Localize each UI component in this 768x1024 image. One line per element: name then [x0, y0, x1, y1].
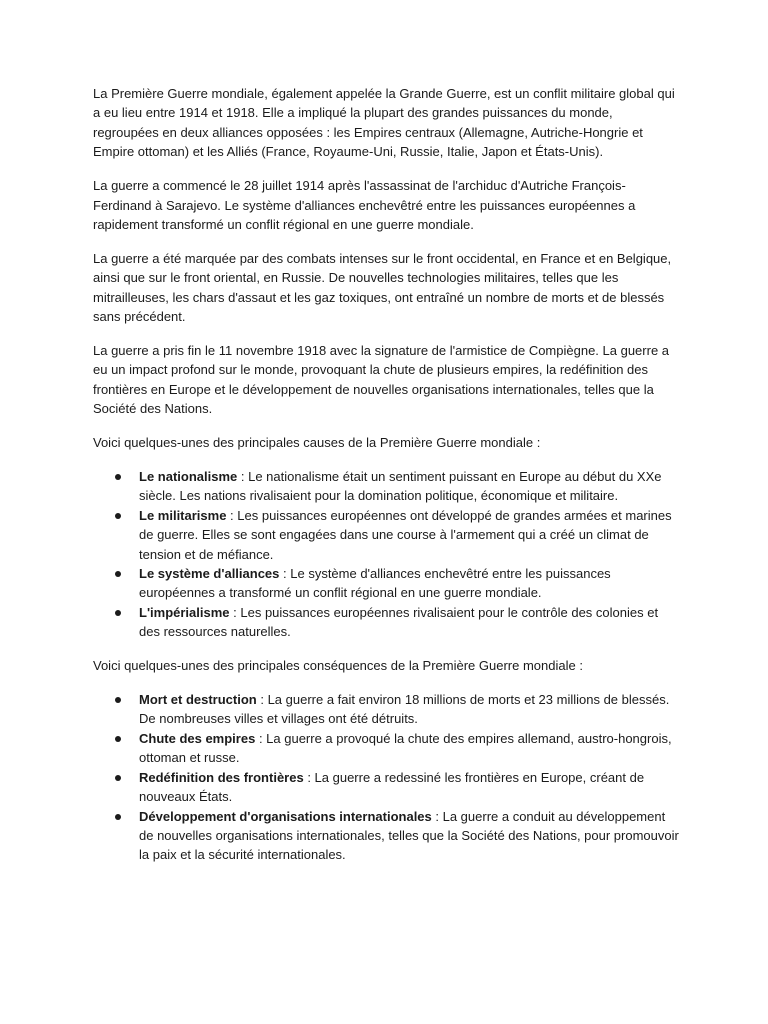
consequences-list	[93, 690, 679, 865]
list-item	[93, 807, 679, 865]
item-term: Le militarisme	[139, 507, 227, 523]
bullet-icon	[115, 474, 121, 480]
item-text: : La guerre a fait environ 18 millions de morts et 23 millions de blessés. De nombreuses villes et villages ont été détruits.	[139, 692, 670, 727]
bullet-icon	[115, 571, 121, 577]
item-term: L'impérialisme	[139, 604, 230, 620]
item-text: : La guerre a conduit au développement de nouvelles organisations internationales, telles que la Société des Nations, pour promouvoir la paix et la sécurité internationales.	[139, 808, 679, 863]
item-term: Développement d'organisations internationales	[139, 808, 432, 824]
item-term: Mort et destruction	[139, 692, 257, 708]
list-item	[93, 729, 679, 768]
list-item	[93, 603, 679, 642]
item-text: : Les puissances européennes ont développé de grandes armées et marines de guerre. Elles se sont engagées dans une course à l'armement qui a créé un climat de tension et de méfiance.	[139, 507, 672, 562]
item-term: Le nationalisme	[139, 469, 238, 484]
list-item	[93, 690, 679, 729]
consequences-intro: Voici quelques-unes des principales conséquences de la Première Guerre mondiale :	[93, 658, 583, 674]
list-item	[93, 467, 679, 506]
item-term: Redéfinition des frontières	[139, 769, 304, 785]
bullet-icon	[115, 513, 121, 519]
item-term: Chute des empires	[139, 730, 256, 746]
causes-intro: Voici quelques-unes des principales causes de la Première Guerre mondiale :	[93, 435, 541, 451]
item-text: : La guerre a redessiné les frontières en Europe, créant de nouveaux États.	[139, 769, 645, 805]
paragraph-intro: La Première Guerre mondiale, également appelée la Grande Guerre, est un conflit militaire global qui a eu lieu entre 1914 et 1918. Elle a impliqué la plupart des grandes puissances du monde, regroupées en deux alliances opposées : les Empires centraux (Allemagne, Autriche-Hongrie et Empire ottoman) et les Alliés (France, Royaume-Uni, Russie, Italie, Japon et États-Unis).	[93, 86, 675, 160]
item-text: : Le nationalisme était un sentiment puissant en Europe au début du XXe siècle. Les nations rivalisaient pour la domination politique, économique et militaire.	[139, 469, 662, 504]
item-text: : Les puissances européennes rivalisaient pour le contrôle des colonies et des ressources naturelles.	[139, 604, 659, 640]
list-item	[93, 506, 679, 564]
bullet-icon	[115, 736, 121, 742]
paragraph-combat: La guerre a été marquée par des combats intenses sur le front occidental, en France et en Belgique, ainsi que sur le front oriental, en Russie. De nouvelles technologies militaires, telles que les mitrailleuses, les chars d'assaut et les gaz toxiques, ont entraîné un nombre de morts et de blessés sans précédent.	[93, 250, 672, 325]
causes-list	[93, 467, 679, 642]
paragraph-beginning: La guerre a commencé le 28 juillet 1914 après l'assassinat de l'archiduc d'Autriche François-Ferdinand à Sarajevo. Le système d'alliances enchevêtré entre les puissances européennes a rapidement transformé un conflit régional en une guerre mondiale.	[93, 178, 636, 232]
item-term: Le système d'alliances	[139, 566, 280, 582]
bullet-icon	[115, 697, 121, 703]
document-page	[93, 84, 679, 879]
list-item	[93, 564, 679, 603]
bullet-icon	[115, 610, 121, 616]
bullet-icon	[115, 775, 121, 781]
paragraph-end: La guerre a pris fin le 11 novembre 1918 avec la signature de l'armistice de Compiègne. La guerre a eu un impact profond sur le monde, provoquant la chute de plusieurs empires, la redéfinition des frontières en Europe et le développement de nouvelles organisations internationales, telles que la Société des Nations.	[93, 342, 670, 417]
list-item	[93, 768, 679, 807]
item-text: : Le système d'alliances enchevêtré entre les puissances européennes a transformé un conflit régional en une guerre mondiale.	[139, 566, 611, 601]
bullet-icon	[115, 814, 121, 820]
item-text: : La guerre a provoqué la chute des empires allemand, austro-hongrois, ottoman et russe.	[139, 730, 672, 766]
